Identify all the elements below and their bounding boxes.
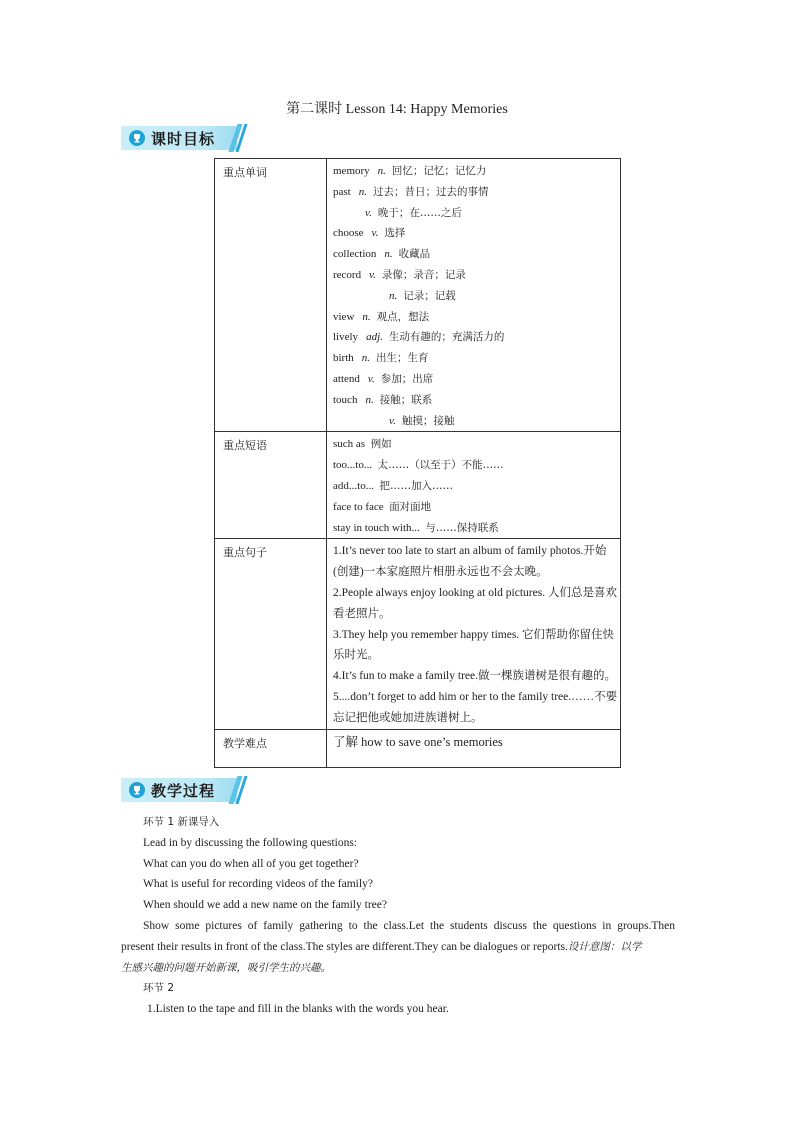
word-entry — [333, 411, 620, 432]
word-meaning: 参加；出席 — [380, 372, 434, 385]
word-entry — [333, 244, 620, 265]
word-meaning: 收藏品 — [398, 248, 431, 261]
phrase: too...to... — [333, 459, 373, 472]
phrase: add...to... — [333, 479, 374, 492]
phrase-entry — [333, 455, 620, 476]
phrase-entry — [333, 518, 620, 539]
trophy-icon — [129, 130, 145, 146]
word: view — [333, 310, 355, 323]
part-of-speech: n. — [358, 185, 367, 198]
word: choose — [333, 227, 364, 240]
key-words-list — [327, 159, 621, 432]
phrase-meaning: 例如 — [370, 438, 392, 451]
sentence-entry: 1.It’s never too late to start an album of family photos.开始(创建)一本家庭照片相册永远也不会太晚。 — [333, 545, 607, 579]
teaching-process — [121, 812, 675, 1020]
phrase-meaning: 与……保持联系 — [425, 521, 499, 534]
lesson-goals-table — [214, 158, 621, 768]
part-of-speech: v. — [371, 227, 379, 240]
part-of-speech: v. — [365, 206, 372, 219]
word-entry — [333, 223, 620, 244]
table-row — [215, 729, 621, 767]
word-entry — [333, 182, 620, 203]
part-of-speech: n. — [389, 289, 398, 302]
word-meaning: 触摸；接触 — [401, 414, 455, 427]
word-meaning: 记录；记载 — [403, 289, 456, 302]
section-banner-process — [121, 778, 245, 802]
word-entry — [333, 369, 620, 390]
part-of-speech: n. — [384, 248, 393, 261]
part-of-speech: adj. — [366, 331, 383, 344]
phrase-meaning: 太……（以至于）不能…… — [377, 459, 504, 472]
question: When should we add a new name on the family tree? — [143, 899, 387, 912]
difficulty-text: 了解 how to save one’s memories — [327, 729, 621, 767]
row-label: 教学难点 — [215, 729, 327, 767]
paragraph: Show some pictures of family gathering to the class.Let the students discuss the questions in groups.Then — [143, 919, 675, 932]
phrase: such as — [333, 438, 366, 451]
phrase-entry — [333, 434, 620, 455]
word-meaning: 生动有趣的；充满活力的 — [388, 331, 505, 344]
section-banner-goals — [121, 126, 245, 150]
part-of-speech: v. — [367, 372, 375, 385]
paragraph — [121, 937, 675, 958]
word-meaning: 晚于；在……之后 — [377, 206, 462, 219]
design-note: 设计意图：以学 — [567, 940, 642, 953]
phrase-entry — [333, 497, 620, 518]
step-heading: 环节 1 新课导入 — [143, 816, 220, 828]
phrase: face to face — [333, 500, 384, 513]
word-meaning: 接触；联系 — [379, 393, 433, 406]
key-sentences-list — [327, 539, 621, 729]
word: birth — [333, 352, 354, 365]
phrase-meaning: 面对面地 — [389, 500, 432, 513]
section-title: 课时目标 — [151, 130, 216, 148]
paragraph-text: present their results in front of the class.The styles are different.They can be dialogues or reports. — [121, 940, 568, 953]
sentence-entry: 2.People always enjoy looking at old pictures. 人们总是喜欢看老照片。 — [333, 586, 617, 620]
word-meaning: 观点，想法 — [376, 310, 430, 323]
word: record — [333, 268, 362, 281]
part-of-speech: n. — [362, 310, 371, 323]
design-note: 生感兴趣的问题开始新课，吸引学生的兴趣。 — [121, 961, 331, 974]
word: memory — [333, 165, 370, 177]
phrase-entry — [333, 476, 620, 497]
trophy-icon — [129, 782, 145, 798]
phrase: stay in touch with... — [333, 521, 420, 534]
page-title: 第二课时 Lesson 14: Happy Memories — [286, 102, 508, 117]
sentence-entry: 3.They help you remember happy times. 它们帮助你留住快乐时光。 — [333, 628, 615, 662]
word-entry — [333, 307, 620, 328]
word-meaning: 回忆；记忆；记忆力 — [391, 165, 487, 177]
part-of-speech: v. — [389, 414, 396, 427]
word: attend — [333, 372, 360, 385]
section-title: 教学过程 — [151, 782, 216, 800]
table-row — [215, 159, 621, 432]
question: What can you do when all of you get together? — [143, 857, 359, 870]
row-label: 重点单词 — [215, 159, 327, 432]
instruction: 1.Listen to the tape and fill in the blanks with the words you hear. — [147, 1003, 449, 1016]
word: collection — [333, 248, 377, 261]
phrase-meaning: 把……加入…… — [379, 479, 453, 492]
word-entry — [333, 327, 620, 348]
question: What is useful for recording videos of the family? — [143, 878, 373, 891]
word-meaning: 录像；录音；记录 — [381, 268, 466, 281]
table-row — [215, 539, 621, 729]
key-phrases-list — [327, 432, 621, 539]
part-of-speech: n. — [365, 393, 374, 406]
word: past — [333, 185, 351, 198]
part-of-speech: v. — [369, 268, 376, 281]
word-meaning: 出生；生育 — [376, 352, 429, 365]
word: touch — [333, 393, 358, 406]
row-label: 重点短语 — [215, 432, 327, 539]
sentence-entry: 5....don’t forget to add him or her to the family tree.……不要忘记把他或她加进族谱树上。 — [333, 690, 618, 724]
table-row — [215, 432, 621, 539]
part-of-speech: n. — [361, 352, 371, 365]
word-entry — [333, 390, 620, 411]
step-heading: 环节 2 — [143, 982, 175, 995]
word-entry — [333, 265, 620, 286]
word-entry — [333, 161, 620, 182]
word-entry — [333, 348, 620, 369]
word: lively — [333, 331, 359, 344]
paragraph: Lead in by discussing the following questions: — [143, 836, 358, 849]
word-meaning: 选择 — [384, 227, 406, 240]
word-meaning: 过去；昔日；过去的事情 — [372, 185, 489, 198]
sentence-entry: 4.It’s fun to make a family tree.做一棵族谱树是很有趣的。 — [333, 670, 616, 683]
part-of-speech: n. — [377, 165, 386, 177]
word-entry — [333, 286, 620, 307]
word-entry — [333, 203, 620, 224]
row-label: 重点句子 — [215, 539, 327, 729]
